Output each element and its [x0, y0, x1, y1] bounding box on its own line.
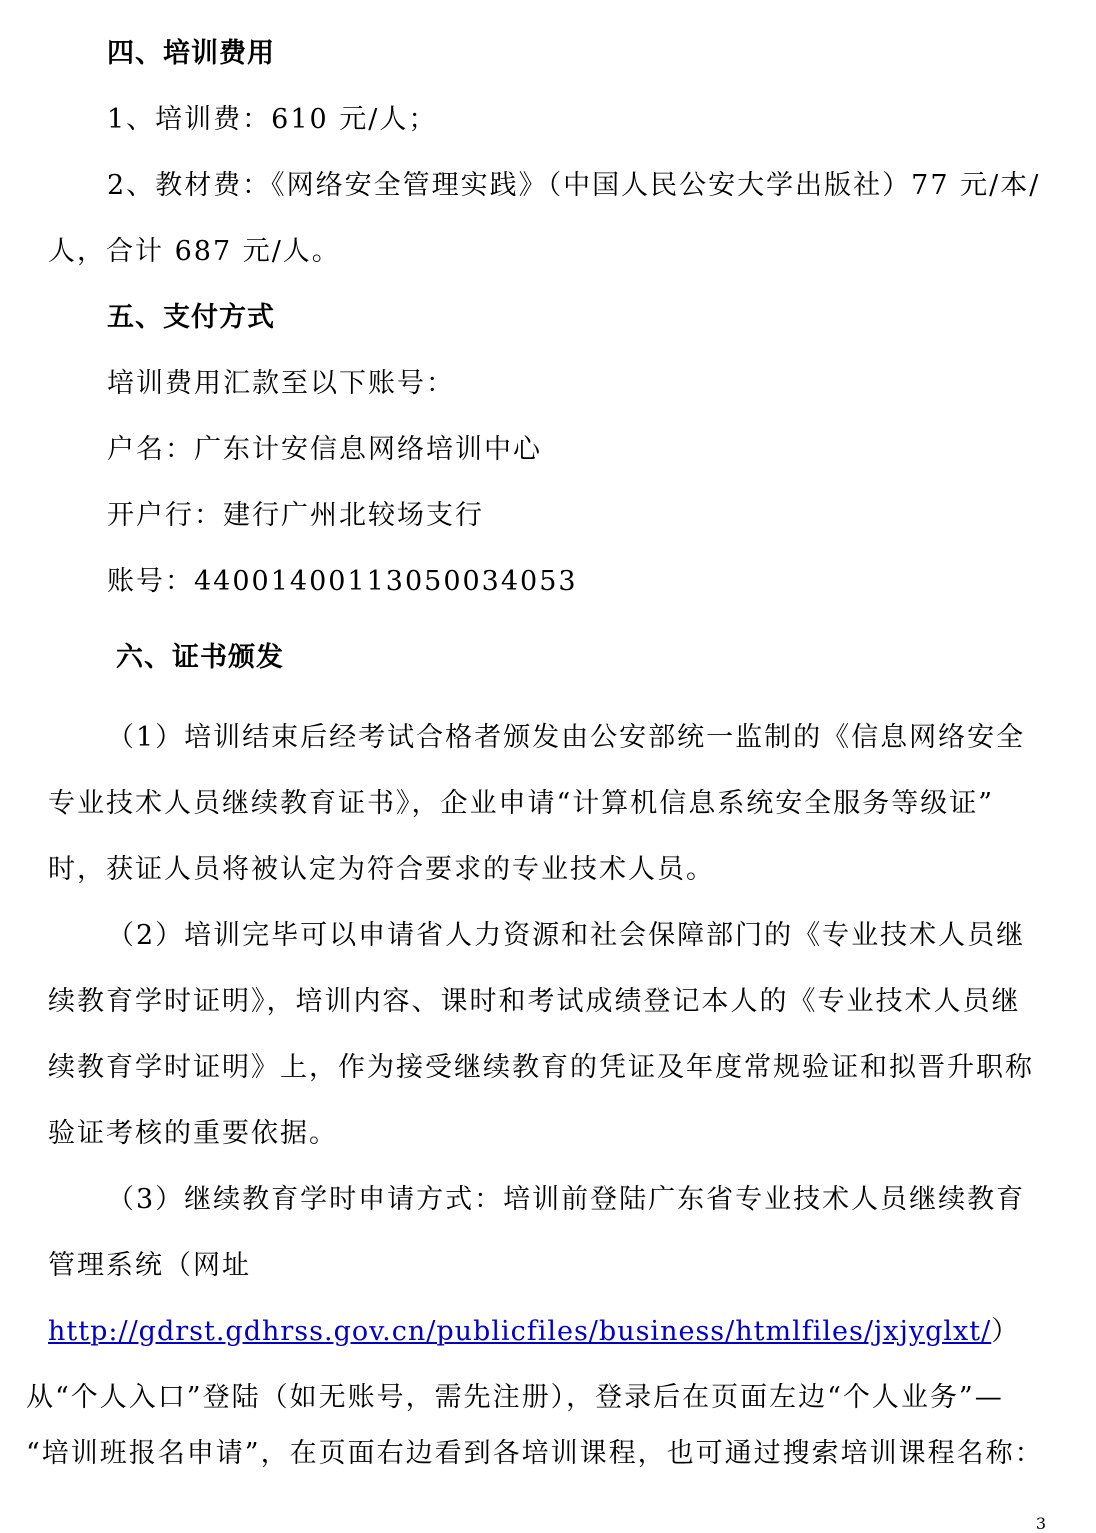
section-heading-fees: 四、培训费用	[107, 38, 275, 69]
textbook-fee-line-cont: 人，合计 687 元/人。	[48, 236, 341, 267]
bank-name: 开户行：建行广州北较场支行	[107, 500, 484, 531]
paragraph-3-line-3: 从“个人入口”登陆（如无账号，需先注册），登录后在页面左边“个人业务”—	[26, 1382, 1004, 1413]
paragraph-2-line-2: 续教育学时证明》，培训内容、课时和考试成绩登记本人的《专业技术人员继	[48, 986, 1021, 1017]
training-fee-line: 1、培训费：610 元/人；	[107, 104, 438, 135]
page-number: 3	[1035, 1514, 1046, 1533]
paragraph-2-line-1: （2）培训完毕可以申请省人力资源和社会保障部门的《专业技术人员继	[107, 920, 1026, 951]
section-heading-payment: 五、支付方式	[107, 302, 275, 333]
textbook-fee-line: 2、教材费：《网络安全管理实践》（中国人民公安大学出版社）77 元/本/	[107, 170, 1041, 201]
paragraph-1-line-2: 专业技术人员继续教育证书》，企业申请“计算机信息系统安全服务等级证”	[48, 788, 995, 819]
paragraph-3-line-1: （3）继续教育学时申请方式：培训前登陆广东省专业技术人员继续教育	[107, 1184, 1026, 1215]
section-heading-certificate: 六、证书颁发	[116, 642, 284, 673]
paragraph-2-line-4: 验证考核的重要依据。	[48, 1118, 338, 1149]
paragraph-2-line-3: 续教育学时证明》上，作为接受继续教育的凭证及年度常规验证和拟晋升职称	[48, 1052, 1034, 1083]
account-name: 户名：广东计安信息网络培训中心	[107, 434, 542, 465]
account-number: 账号：44001400113050034053	[107, 566, 578, 597]
paragraph-3-line-2: 管理系统（网址	[48, 1250, 251, 1281]
paragraph-1-line-1: （1）培训结束后经考试合格者颁发由公安部统一监制的《信息网络安全	[107, 722, 1026, 753]
paragraph-3-line-4: “培训班报名申请”，在页面右边看到各培训课程，也可通过搜索培训课程名称：	[26, 1438, 1044, 1469]
payment-intro: 培训费用汇款至以下账号：	[107, 368, 455, 399]
paragraph-1-line-3: 时，获证人员将被认定为符合要求的专业技术人员。	[48, 854, 715, 885]
url-line	[48, 1315, 1020, 1349]
registration-site-link[interactable]: http://gdrst.gdhrss.gov.cn/publicfiles/business/htmlfiles/jxjyglxt/	[48, 1316, 992, 1347]
url-close-paren: ）	[991, 1316, 1021, 1347]
